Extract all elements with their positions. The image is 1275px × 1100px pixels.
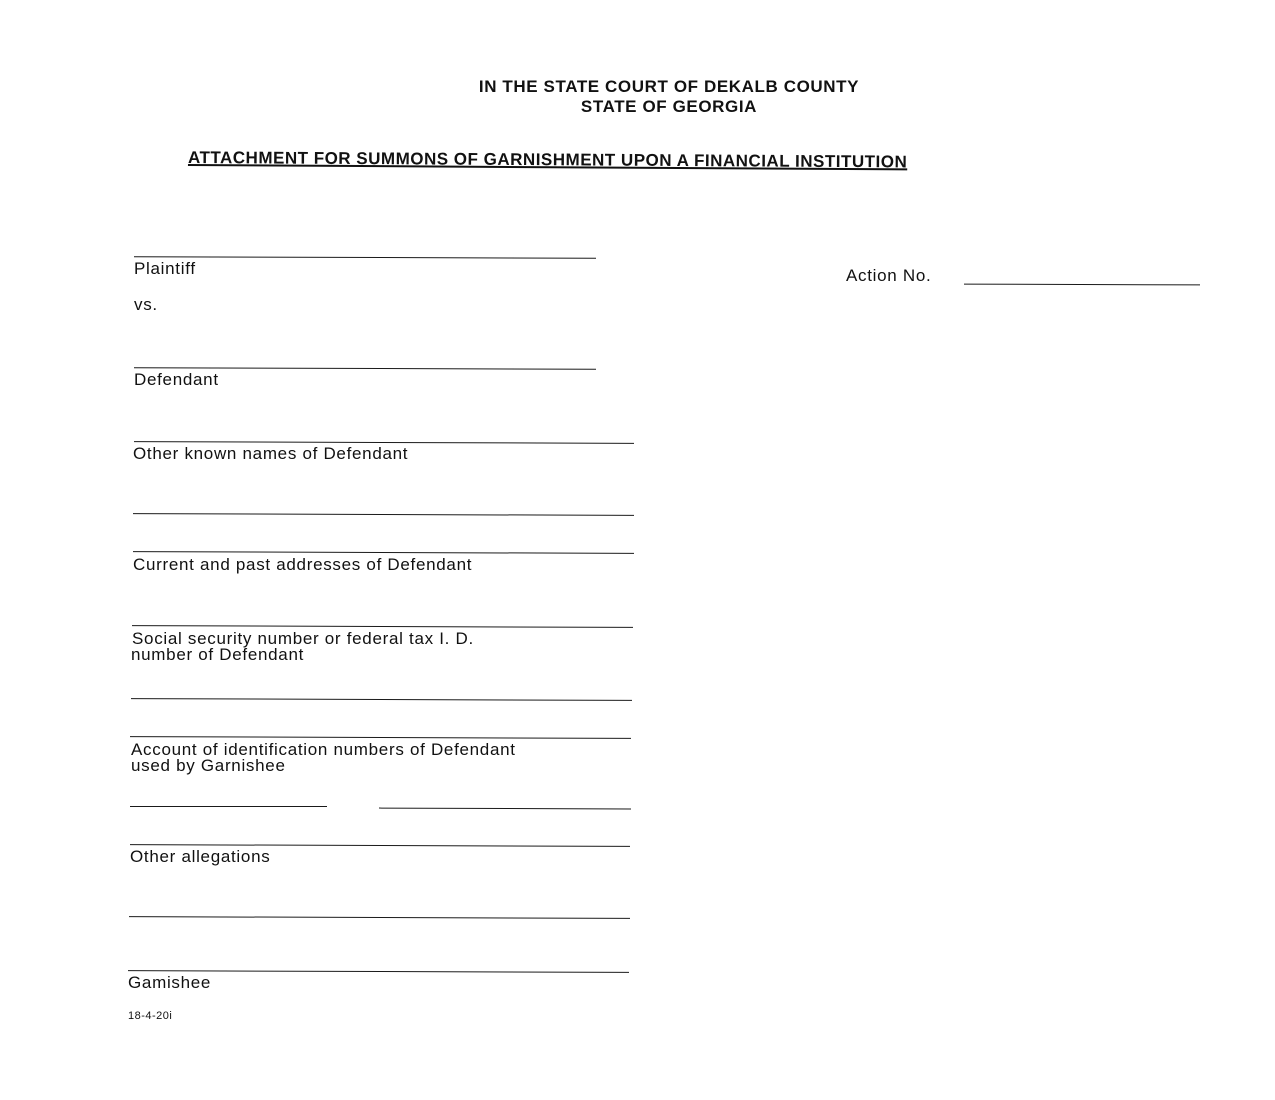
account-ids-field-line-1[interactable] [131,698,632,701]
document-title: ATTACHMENT FOR SUMMONS OF GARNISHMENT UPON A FINANCIAL INSTITUTION [187,148,908,172]
form-number: 18-4-20i [128,1010,173,1022]
court-name: IN THE STATE COURT OF DEKALB COUNTY [478,77,860,96]
ssn-label-line1: Social security number or federal tax I. D. [132,629,474,648]
ssn-field-line[interactable] [132,625,633,628]
other-allegations-label: Other allegations [130,847,271,866]
action-no-field-line[interactable] [964,284,1200,286]
account-ids-label-line2: used by Garnishee [131,756,286,775]
addresses-field-line-2[interactable] [133,551,634,554]
other-names-label: Other known names of Defendant [133,444,409,463]
split-field-line-left[interactable] [130,806,327,807]
account-ids-field-line-2[interactable] [130,736,631,739]
garnishee-field-line-1[interactable] [129,916,630,919]
defendant-label: Defendant [134,370,219,389]
state-name: STATE OF GEORGIA [580,97,758,116]
plaintiff-field-line[interactable] [134,256,596,259]
addresses-label: Current and past addresses of Defendant [133,555,473,574]
garnishee-label: Gamishee [128,973,212,992]
account-ids-label-line1: Account of identification numbers of Defendant [131,740,516,759]
vs-label: vs. [134,295,158,314]
split-field-line-right[interactable] [379,808,631,810]
action-no-label: Action No. [846,266,932,285]
addresses-field-line-1[interactable] [133,513,634,516]
ssn-label-line2: number of Defendant [131,645,305,664]
plaintiff-label: Plaintiff [134,259,196,278]
